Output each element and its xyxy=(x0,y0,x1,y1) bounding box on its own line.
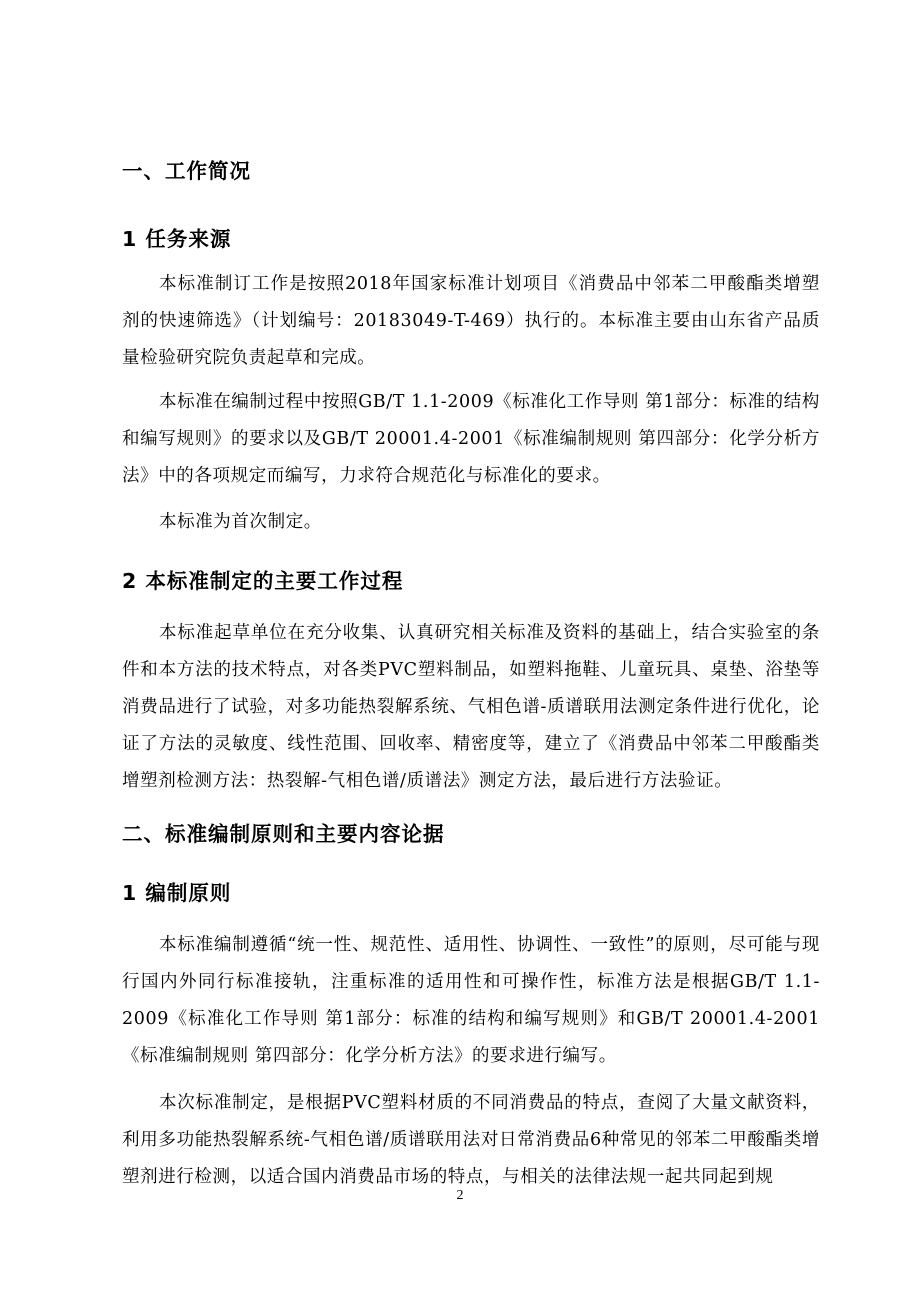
page-number: 2 xyxy=(456,1188,464,1203)
paragraph-standard-formulation: 本次标准制定，是根据PVC塑料材质的不同消费品的特点，查阅了大量文献资料，利用多功能热裂解系统-气相色谱/质谱联用法对日常消费品6种常见的邻苯二甲酸酯类增塑剂进行检测，以适合国内消费品市场的特点，与相关的法律法规一起共同起到规 xyxy=(122,1093,820,1187)
paragraph-task-source: 本标准制订工作是按照2018年国家标准计划项目《消费品中邻苯二甲酸酯类增塑剂的快速筛选》（计划编号：20183049-T-469）执行的。本标准主要由山东省产品质量检验研究院负责起草和完成。 xyxy=(122,274,820,368)
heading-principles-and-content: 二、标准编制原则和主要内容论据 xyxy=(122,822,445,846)
paragraph-first-formulation: 本标准为首次制定。 xyxy=(159,512,322,532)
heading-task-source: 1 任务来源 xyxy=(122,227,232,251)
heading-compilation-principles: 1 编制原则 xyxy=(122,881,232,905)
paragraph-compilation-principles: 本标准编制遵循“统一性、规范性、适用性、协调性、一致性”的原则，尽可能与现行国内外同行标准接轨，注重标准的适用性和可操作性，标准方法是根据GB/T 1.1-2009《标准化工作导则 第1部分：标准的结构和编写规则》和GB/T 20001.4-2001《标准编制规则 第四部分：化学分析方法》的要求进行编写。 xyxy=(122,935,820,1066)
paragraph-work-process: 本标准起草单位在充分收集、认真研究相关标准及资料的基础上，结合实验室的条件和本方法的技术特点，对各类PVC塑料制品，如塑料拖鞋、儿童玩具、桌垫、浴垫等消费品进行了试验，对多功能热裂解系统、气相色谱-质谱联用法测定条件进行优化，论证了方法的灵敏度、线性范围、回收率、精密度等，建立了《消费品中邻苯二甲酸酯类增塑剂检测方法：热裂解-气相色谱/质谱法》测定方法，最后进行方法验证。 xyxy=(122,623,820,791)
heading-work-process: 2 本标准制定的主要工作过程 xyxy=(122,569,404,593)
heading-work-overview: 一、工作简况 xyxy=(122,159,251,183)
paragraph-compilation-basis: 本标准在编制过程中按照GB/T 1.1-2009《标准化工作导则 第1部分：标准的结构和编写规则》的要求以及GB/T 20001.4-2001《标准编制规则 第四部分：化学分析方法》中的各项规定而编写，力求符合规范化与标准化的要求。 xyxy=(122,392,820,486)
